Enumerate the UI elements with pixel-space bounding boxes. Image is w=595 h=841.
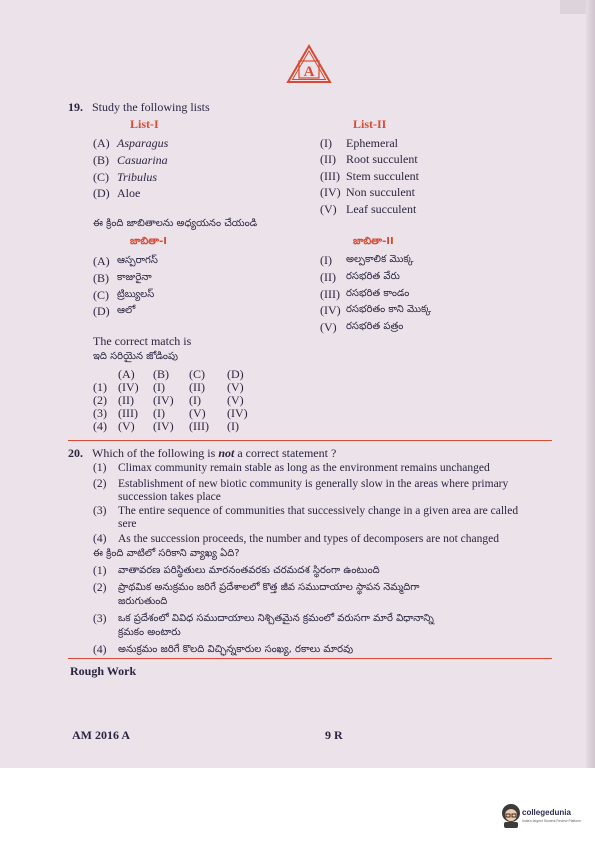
list1-key: (B) [93,153,109,167]
list2-key: (III) [320,169,340,183]
question-number: 19. [68,100,83,114]
telugu-list2-title: జాబితా-II [353,236,394,247]
question-prompt: Study the following lists [92,100,210,114]
option-key: (2) [93,478,107,490]
prompt-text: a correct statement ? [234,446,337,460]
telugu-list1-key: (D) [93,304,110,318]
telugu-list2-key: (II) [320,270,336,284]
rough-work-label: Rough Work [70,664,137,678]
list2-item: Root succulent [346,152,418,166]
list2-key: (IV) [320,185,341,199]
telugu-option-key: (2) [93,582,107,594]
list2-item: Leaf succulent [346,202,417,216]
list1-item: Asparagus [117,136,169,150]
telugu-match-label: ఇది సరియైన జోడింపు [93,351,178,362]
option-key: (1) [93,380,107,394]
table-header: (B) [153,367,169,381]
list1-title: List-I [130,117,159,131]
telugu-option-text: జరుగుతుంది [118,596,168,607]
telugu-option-key: (4) [93,644,107,656]
option-cell: (I) [227,419,239,433]
telugu-option-text: క్రమకం అంటారు [118,627,181,638]
list2-key: (II) [320,152,336,166]
telugu-list1-item: ఆస్పరాగస్ [117,255,158,266]
option-cell: (II) [189,380,205,394]
question-prompt [92,446,336,460]
option-text: As the succession proceeds, the number and types of decomposers are not changed [118,533,499,545]
option-cell: (I) [153,406,165,420]
option-cell: (IV) [227,406,248,420]
list2-key: (I) [320,136,332,150]
option-cell: (V) [227,393,244,407]
option-key: (3) [93,406,107,420]
telugu-list2-key: (V) [320,320,337,334]
option-text: succession takes place [118,491,221,503]
telugu-list1-item: ట్రిబ్యులస్ [117,289,155,300]
prompt-emphasis: not [218,446,235,460]
option-key: (3) [93,505,107,517]
telugu-list2-key: (IV) [320,303,341,317]
question-divider [68,440,552,441]
option-cell: (IV) [118,380,139,394]
booklet-series-badge [286,44,332,84]
telugu-option-text: వాతావరణ పరిస్థితులు మారనంతవరకు చరమదశ స్థిరంగా ఉంటుంది [118,565,380,576]
telugu-list2-item: రసభరిత వేరు [346,271,400,282]
list1-item: Tribulus [117,170,158,184]
telugu-option-key: (1) [93,565,107,577]
page-edge [586,0,595,768]
option-text: The entire sequence of communities that successively change in a given area are called [118,505,519,517]
logo-name: collegedunia [522,808,571,817]
mascot-icon [500,802,522,828]
option-cell: (V) [227,380,244,394]
option-text: sere [118,518,137,530]
badge-letter: A [303,64,315,80]
option-key: (1) [93,462,107,474]
telugu-list2-item: రసభరిత పత్రం [346,321,404,332]
list2-item: Non succulent [346,185,415,199]
logo-tagline: India's largest Student Review Platform [522,819,582,823]
telugu-option-text: ఒక ప్రదేశంలో వివిధ సముదాయాలు నిశ్చితమైన క్రమంలో వరుసగా మారే విధానాన్ని [118,613,434,624]
page-number: 9 R [325,728,343,742]
telugu-prompt: ఈ క్రింది జాబితాలను అధ్యయనం చేయండి [93,218,258,229]
list1-item: Aloe [117,186,141,200]
option-cell: (V) [118,419,135,433]
telugu-list2-key: (I) [320,253,332,267]
option-key: (4) [93,419,107,433]
telugu-list2-item: రసభరిత కాండం [346,288,410,299]
option-cell: (I) [153,380,165,394]
option-cell: (IV) [153,419,174,433]
list2-item: Ephemeral [346,136,398,150]
option-text: Establishment of new biotic community is generally slow in the areas where primary [118,478,509,490]
option-cell: (III) [189,419,209,433]
footer-code: AM 2016 A [72,728,130,742]
list1-item: Casuarina [117,153,168,167]
list2-key: (V) [320,202,337,216]
list1-key: (A) [93,136,110,150]
match-label: The correct match is [93,334,192,348]
section-divider [68,658,552,659]
list1-key: (D) [93,186,110,200]
collegedunia-logo [500,800,595,832]
telugu-list1-item: ఆలో [117,305,136,316]
telugu-option-text: అనుక్రమం జరిగే కొలది విచ్ఛిన్నకారుల సంఖ్య, రకాలు మారవు [118,644,354,655]
list2-item: Stem succulent [346,169,419,183]
option-cell: (III) [118,406,138,420]
option-key: (4) [93,533,107,545]
prompt-text: Which of the following is [92,446,219,460]
table-header: (A) [118,367,135,381]
option-cell: (V) [189,406,206,420]
telugu-list2-item: అల్పకాలిక మొక్క [346,254,414,265]
telugu-option-text: ప్రాథమిక అనుక్రమం జరిగే ప్రదేశాలలో కొత్త జీవ సముదాయాల స్థాపన నెమ్మదిగా [118,582,420,593]
telugu-list1-key: (A) [93,254,110,268]
table-header: (C) [189,367,205,381]
option-cell: (II) [118,393,134,407]
list1-key: (C) [93,170,109,184]
telugu-option-key: (3) [93,613,107,625]
option-cell: (IV) [153,393,174,407]
telugu-prompt: ఈ క్రింది వాటిలో సరికాని వ్యాఖ్య ఏది? [93,548,240,559]
telugu-list1-key: (B) [93,271,109,285]
list2-title: List-II [353,117,387,131]
telugu-list2-key: (III) [320,287,340,301]
option-key: (2) [93,393,107,407]
telugu-list1-item: కాజురైనా [117,272,152,283]
question-number: 20. [68,446,83,460]
table-header: (D) [227,367,244,381]
telugu-list1-title: జాబితా-I [130,236,167,247]
option-text: Climax community remain stable as long as the environment remains unchanged [118,462,490,474]
option-cell: (I) [189,393,201,407]
telugu-list1-key: (C) [93,288,109,302]
telugu-list2-item: రసభరితం కాని మొక్క [346,304,432,315]
